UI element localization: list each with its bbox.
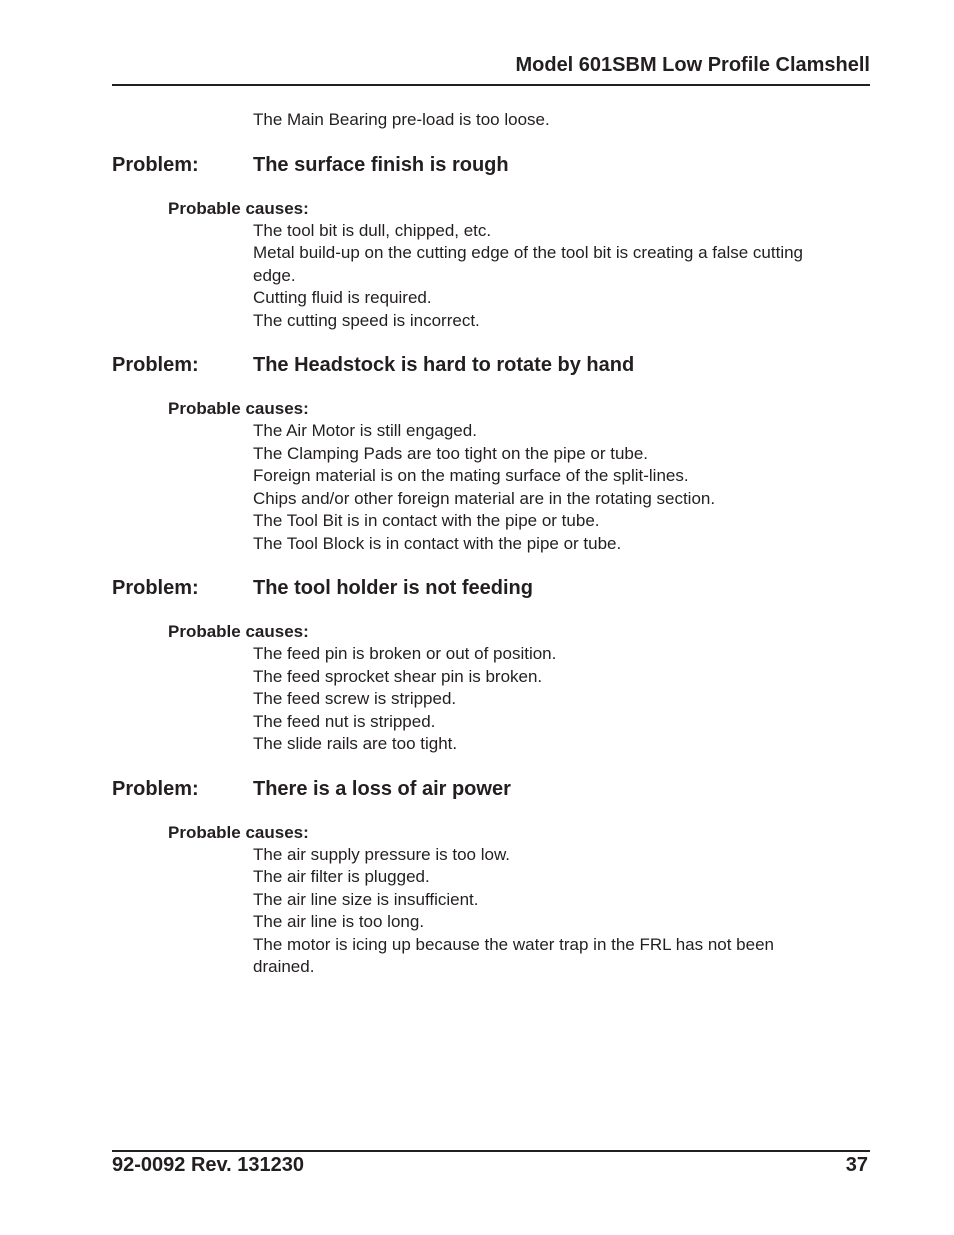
cause-line: drained. [253, 957, 315, 976]
cause-line: The air supply pressure is too low. [253, 844, 511, 864]
cause-line: Chips and/or other foreign material are in the rotating section. [253, 488, 716, 508]
problem-heading [112, 776, 870, 802]
cause-line: Cutting fluid is required. [253, 288, 432, 307]
problem-title: There is a loss of air power [253, 777, 511, 800]
cause-line: The tool bit is dull, chipped, etc. [253, 220, 492, 240]
cause-line: The feed sprocket shear pin is broken. [253, 666, 543, 686]
document-number: 92-0092 Rev. 131230 [112, 1154, 305, 1176]
probable-causes-label: Probable causes: [168, 399, 309, 418]
footer-rule [112, 1150, 870, 1152]
cause-line: The slide rails are too tight. [253, 734, 458, 753]
problem-section-headstock [112, 352, 870, 555]
cause-line: The Tool Bit is in contact with the pipe or tube. [253, 511, 600, 530]
cause-line: The Clamping Pads are too tight on the pipe or tube. [253, 443, 649, 463]
problem-label: Problem: [112, 354, 199, 376]
cause-line: The feed nut is stripped. [253, 711, 436, 731]
problem-section-air-power [112, 776, 870, 979]
cause-line: edge. [253, 265, 296, 285]
problem-title: The Headstock is hard to rotate by hand [253, 354, 635, 376]
problem-heading [112, 352, 870, 378]
problem-label: Problem: [112, 153, 199, 176]
problem-heading [112, 152, 870, 178]
problem-title: The tool holder is not feeding [253, 577, 533, 599]
problem-section-surface-finish [112, 152, 870, 333]
page-header-title: Model 601SBM Low Profile Clamshell [515, 54, 870, 76]
cause-line: The feed screw is stripped. [253, 689, 457, 708]
problem-title: The surface finish is rough [253, 153, 509, 176]
header-rule [112, 84, 870, 86]
cause-line: Foreign material is on the mating surface of the split-lines. [253, 466, 689, 485]
problem-label: Problem: [112, 577, 199, 599]
cause-line: The motor is icing up because the water trap in the FRL has not been [253, 934, 774, 954]
probable-causes-label: Probable causes: [168, 622, 309, 641]
page-number: 37 [845, 1154, 868, 1176]
problem-section-tool-holder [112, 575, 870, 756]
cause-line: The air line size is insufficient. [253, 889, 479, 909]
troubleshooting-content [112, 109, 870, 979]
cause-line: Metal build-up on the cutting edge of the tool bit is creating a false cutting [253, 243, 804, 262]
cause-line: The Tool Block is in contact with the pipe or tube. [253, 533, 622, 553]
cause-line: The air filter is plugged. [253, 867, 430, 886]
problem-heading [112, 575, 870, 601]
probable-causes-label: Probable causes: [168, 822, 309, 842]
probable-causes-label: Probable causes: [168, 198, 309, 218]
cause-line: The Air Motor is still engaged. [253, 421, 477, 440]
cause-line: The air line is too long. [253, 912, 425, 931]
problem-label: Problem: [112, 777, 199, 800]
cause-line: The feed pin is broken or out of position. [253, 644, 557, 663]
cause-line: The cutting speed is incorrect. [253, 310, 480, 330]
continued-cause-line: The Main Bearing pre-load is too loose. [253, 110, 550, 129]
